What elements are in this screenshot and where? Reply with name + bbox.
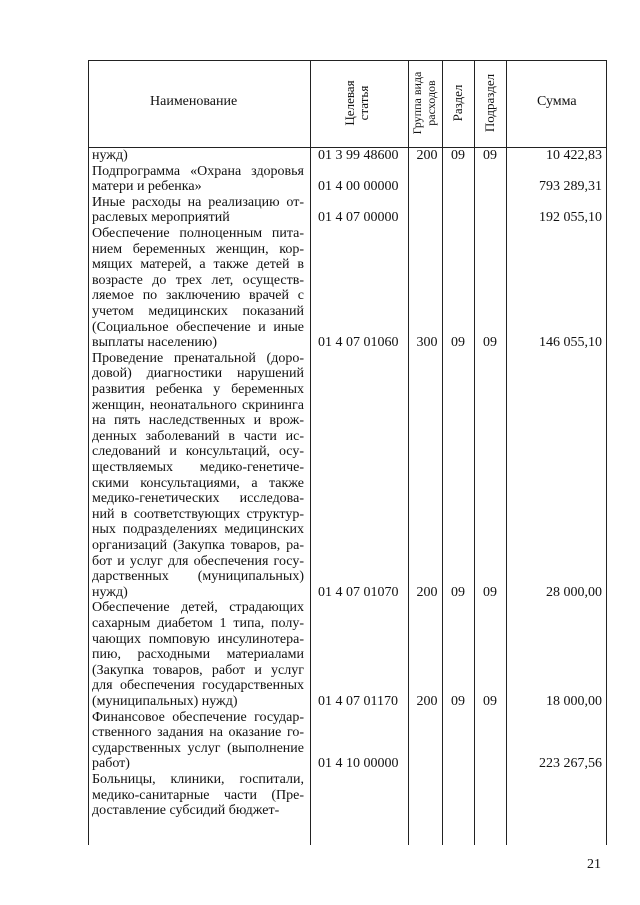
- row-name-line: денных заболеваний в части ис-: [92, 428, 304, 444]
- row-name-line: бот и услуг для обеспечения госу-: [92, 553, 304, 569]
- header-name: Наименование: [150, 94, 238, 109]
- row-name-line: чающих помповую инсулинотера-: [92, 631, 304, 647]
- row-name-line: доставление субсидий бюджет-: [92, 803, 280, 819]
- row-name-line: Финансовое обеспечение государ-: [92, 709, 304, 725]
- row-subsection: 09: [483, 693, 497, 709]
- row-target-article: 01 4 10 00000: [318, 756, 399, 772]
- row-target-article: 01 4 07 01060: [318, 335, 399, 351]
- row-name-line: матери и ребенка»: [92, 179, 202, 195]
- row-name-line: (Социальное обеспечение и иные: [92, 319, 304, 335]
- row-target-article: 01 4 07 00000: [318, 210, 399, 226]
- header-subsection: Подраздел: [482, 73, 497, 133]
- row-name-line: пию, расходными материалами: [92, 647, 304, 663]
- row-name-line: нужд): [92, 148, 128, 163]
- row-section: 09: [451, 335, 465, 351]
- row-name-line: медико-санитарные части (Пре-: [92, 787, 304, 803]
- row-name-line: Иные расходы на реализацию от-: [92, 194, 304, 210]
- col-border: [442, 60, 443, 845]
- row-sum: 10 422,83: [546, 148, 602, 163]
- row-target-article: 01 4 07 01070: [318, 584, 399, 600]
- header-expense-group-line: Группа вида: [410, 71, 424, 135]
- row-sum: 18 000,00: [546, 693, 602, 709]
- row-name-line: выплаты населению): [92, 335, 217, 351]
- row-name-line: сударственных услуг (выполнение: [92, 740, 304, 756]
- row-name-line: ний в соответствующих структур-: [92, 506, 304, 522]
- col-border: [408, 60, 409, 845]
- header-sum: Сумма: [537, 94, 577, 109]
- row-sum: 793 289,31: [539, 179, 602, 195]
- row-name-line: (Закупка товаров, работ и услуг: [92, 662, 304, 678]
- row-expense-group: 200: [416, 693, 438, 709]
- row-expense-group: 200: [416, 148, 438, 163]
- row-name-line: Проведение пренатальной (доро-: [92, 350, 304, 366]
- row-name-line: ляемое по заключению врачей с: [92, 288, 304, 304]
- row-name-line: (муниципальных) нужд): [92, 693, 238, 709]
- row-name-line: женщин, неонатального скрининга: [92, 397, 304, 413]
- row-subsection: 09: [483, 148, 497, 163]
- col-border: [88, 60, 89, 845]
- header-expense-group: [410, 61, 440, 145]
- header-target-article-line: Целевая: [342, 80, 357, 126]
- header-target-article: [343, 61, 373, 145]
- row-name-line: медико-генетических исследова-: [92, 491, 304, 507]
- row-subsection: 09: [483, 335, 497, 351]
- col-border: [606, 60, 607, 845]
- row-name-line: ществляемых медико-генетиче-: [92, 459, 304, 475]
- row-name-line: мящих матерей, а также детей в: [92, 257, 304, 273]
- header-target-article-line: статья: [356, 85, 371, 121]
- row-name-line: сахарным диабетом 1 типа, полу-: [92, 615, 304, 631]
- row-name-line: нием беременных женщин, кор-: [92, 241, 304, 257]
- row-sum: 28 000,00: [546, 584, 602, 600]
- row-name-line: Обеспечение детей, страдающих: [92, 600, 304, 616]
- row-name-line: скими консультациями, а также: [92, 475, 304, 491]
- header-section: Раздел: [450, 84, 465, 122]
- row-section: 09: [451, 693, 465, 709]
- row-name-line: ственного задания на оказание го-: [92, 725, 304, 741]
- row-name-line: раслевых мероприятий: [92, 210, 230, 226]
- row-name-line: развития ребенка у беременных: [92, 381, 304, 397]
- row-sum: 223 267,56: [539, 756, 602, 772]
- row-subsection: 09: [483, 584, 497, 600]
- row-name-line: нужд): [92, 584, 128, 600]
- row-name-line: для обеспечения государственных: [92, 678, 304, 694]
- col-border: [310, 60, 311, 845]
- row-name-line: Обеспечение полноценным пита-: [92, 226, 304, 241]
- row-name-line: возрасте до трех лет, осуществ-: [92, 272, 304, 288]
- page-number: 21: [587, 857, 601, 872]
- row-name-line: следований и консультаций, осу-: [92, 444, 304, 460]
- row-name-line: Подпрограмма «Охрана здоровья: [92, 163, 304, 179]
- row-target-article: 01 3 99 48600: [318, 148, 399, 163]
- col-border: [474, 60, 475, 845]
- col-border: [506, 60, 507, 845]
- row-sum: 146 055,10: [539, 335, 602, 351]
- header-expense-group-line: расходов: [424, 80, 438, 126]
- row-sum: 192 055,10: [539, 210, 602, 226]
- row-expense-group: 300: [416, 335, 438, 351]
- row-name-line: учетом медицинских показаний: [92, 304, 304, 319]
- row-expense-group: 200: [416, 584, 438, 600]
- row-target-article: 01 4 07 01170: [318, 693, 398, 709]
- row-name-line: организаций (Закупка товаров, ра-: [92, 537, 304, 553]
- row-name-line: Больницы, клиники, госпитали,: [92, 772, 304, 787]
- row-target-article: 01 4 00 00000: [318, 179, 399, 195]
- row-section: 09: [451, 148, 465, 163]
- row-name-line: дарственных (муниципальных): [92, 569, 304, 585]
- row-name-line: работ): [92, 756, 130, 772]
- row-section: 09: [451, 584, 465, 600]
- row-name-line: довой) диагностики нарушений: [92, 366, 304, 382]
- row-name-line: на пять наследственных и врож-: [92, 413, 304, 429]
- row-name-line: ных подразделениях медицинских: [92, 522, 304, 538]
